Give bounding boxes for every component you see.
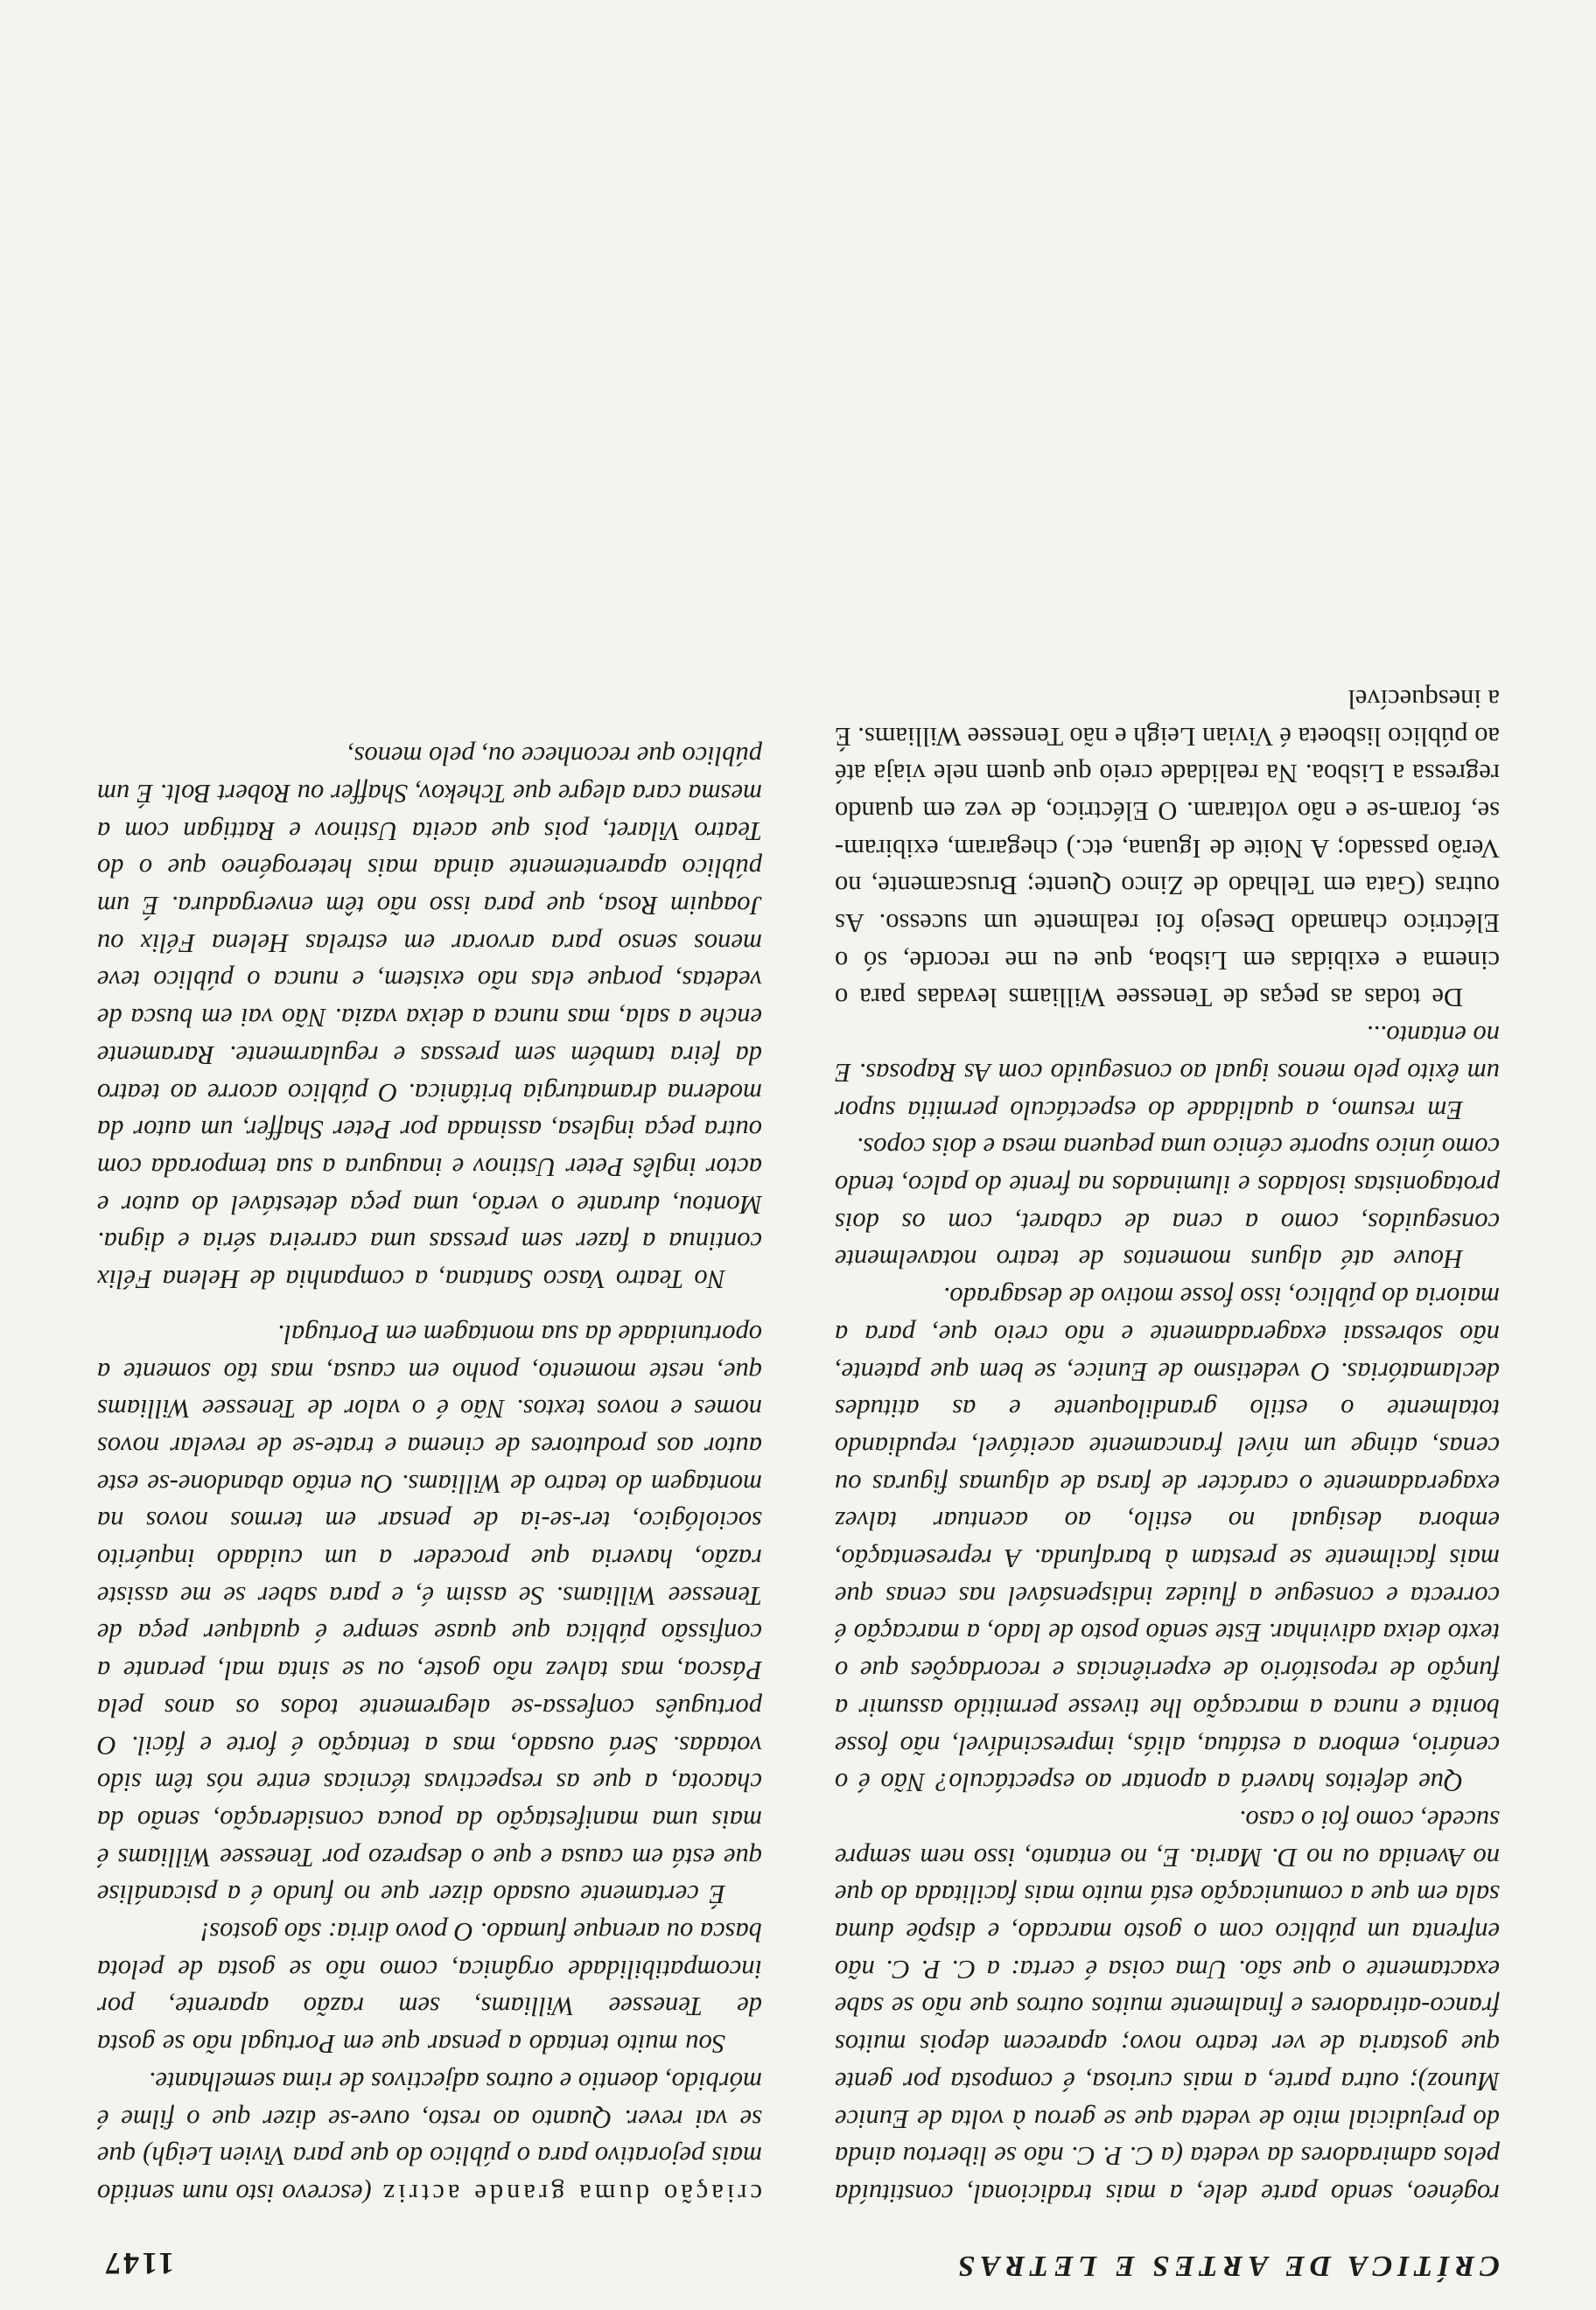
paragraph: No Teatro Vasco Santana, a companhia de Helena Félix continua a fazer sem pressas uma carreira séria e digna. Montou, durante o verão, uma peça detestável do autor e actor inglês Peter Ustinov e inaugura a sua temporada com outra peça inglesa, assinada por Peter Shaffer, um autor da moderna dramaturgia britânica. O público acorre ao teatro da feira também sem pressas e regularmente. Raramente enche a sala, mas nunca a deixa vazia. Não vai em busca de vedetas, porque elas não existem, e nunca o público teve menos senso para arvorar em estrelas Helena Félix ou Joaquim Rosa, que para isso não têm envergadura. É um público aparentemente ainda mais heterogéneo que o do Teatro Vilaret, pois que aceita Ustinov e Rattigan com a mesma cara alegre que Tchekov, Shaffer ou Robert Bolt. É um público que reconhece ou, pelo menos,: [97, 741, 762, 1295]
paragraph: De todas as peças de Tenessee Williams levadas para o cinema e exibidas em Lisboa, que eu me recorde, só o Eléctrico chamado Desejo foi realmente um sucesso. As outras (Gata em Telhado de Zinco Quente; Bruscamente, no Verão passado; A Noite de Iguana, etc.) chegaram, exibiram-se, foram-se e não voltaram. O Eléctrico, de vez em quando regressa a Lisboa. Na realidade creio que quem nele viaja até ao público lisboeta é Vivian Leigh e não Tenessee Williams. É a inesquecível: [835, 683, 1500, 1013]
text-column-right: [97, 60, 762, 2212]
emphasized-phrase: criação duma grande actriz: [379, 2179, 762, 2208]
paragraph-gap: [97, 1298, 762, 1315]
paragraph: Sou muito tentado a pensar que em Portugal não se gosta de Tenessee Williams, sem razão aparente, por incompatibilidade orgânica, como não se gosta de pelota basca ou arenque fumado. O povo diria: são gostos!: [97, 1917, 762, 2060]
page-number: 1147: [102, 2246, 175, 2281]
paragraph: rogéneo, sendo parte dele, a mais tradicional, constituída pelos admiradores da vedeta (a C. P. C. não se libertou ainda do prejudicial mito de vedeta que se gerou à volta de Eunice Munoz); outra parte, a mais curiosa, é composta por gente que gostaria de ver teatro novo; aparecem depois muitos franco-atiradores e finalmente muitos outros que não se sabe exactamente o que são. Uma coisa é certa: a C. P. C. não enfrenta um público com o gosto marcado, e dispõe duma sala em que a comunicação está muito mais facilitada do que no Avenida ou no D. Maria. E, no entanto, isso nem sempre sucede, como foi o caso.: [835, 1804, 1500, 2208]
paragraph: Que defeitos haverá a apontar ao espectáculo? Não é o cenário, embora a estátua, aliás, imprescindível, não fosse bonita e nunca a marcação lhe tivesse permitido assumir a função de repositório de experiências e recordações que o texto deixa adivinhar. Este senão posto de lado, a marcação é correcta e consegue a fluidez indispensável nas cenas que mais facilmente se prestam à barafunda. A representação, embora desigual no estilo, ao acentuar talvez exageradamente o carácter de farsa de algumas figuras ou cenas, atinge um nível francamente aceitável, repudiando totalmente o estilo grandiloquente e as atitudes declamatórias. O vedetismo de Eunice, se bem que patente, não sobressai exageradamente e não creio que, para a maioria do público, isso fosse motivo de desagrado.: [835, 1282, 1500, 1798]
running-title: CRÍTICA DE ARTES E LETRAS: [953, 2250, 1500, 2282]
paragraph: Houve até alguns momentos de teatro notavelmente conseguidos, como a cena de cabaret, com os dois protagonistas isolados e iluminados na frente do palco, tendo como único suporte cénico uma pequena mesa e dois copos.: [835, 1132, 1500, 1275]
running-header: [95, 2238, 1500, 2282]
paragraph: [97, 2062, 762, 2212]
paragraph: Em resumo, a qualidade do espectáculo permitia supor um êxito pelo menos igual ao conseguido com As Raposas. E no entanto...: [835, 1020, 1500, 1125]
paragraph-text: (escrevo isto num sentido mais pejorativo para o público do que para Vivien Leigh) que se vai rever. Quanto ao resto, ouve-se dizer que o filme é mórbido, doentio e outros adjectivos de rima semelhante.: [97, 2066, 762, 2208]
text-column-left: [835, 60, 1500, 2212]
paragraph: É certamente ousado dizer que no fundo é a psicanálise que está em causa e que o desprezo por Tenessee Williams é mais uma manifestação da pouca consideração, senão da chacota, a que as respectivas técnicas entre nós têm sido votadas. Será ousado, mas a tentação é forte e fácil. O português confessa-se alegremente todos os anos pela Páscoa, mas talvez não goste, ou se sinta mal, perante a confissão pública que quase sempre é qualquer peça de Tenessee Williams. Se assim é, e para saber se me assiste razão, haveria que proceder a um cuidado inquérito sociológico, ter-se-ia de pensar em termos novos na montagem do teatro de Williams. Ou então abandone-se este autor aos produtores de cinema e trate-se de revelar novos nomes e novos textos. Não é o valor de Tenessee Williams que, neste momento, ponho em causa, mas tão somente a oportunidade da sua montagem em Portugal.: [97, 1319, 762, 1910]
